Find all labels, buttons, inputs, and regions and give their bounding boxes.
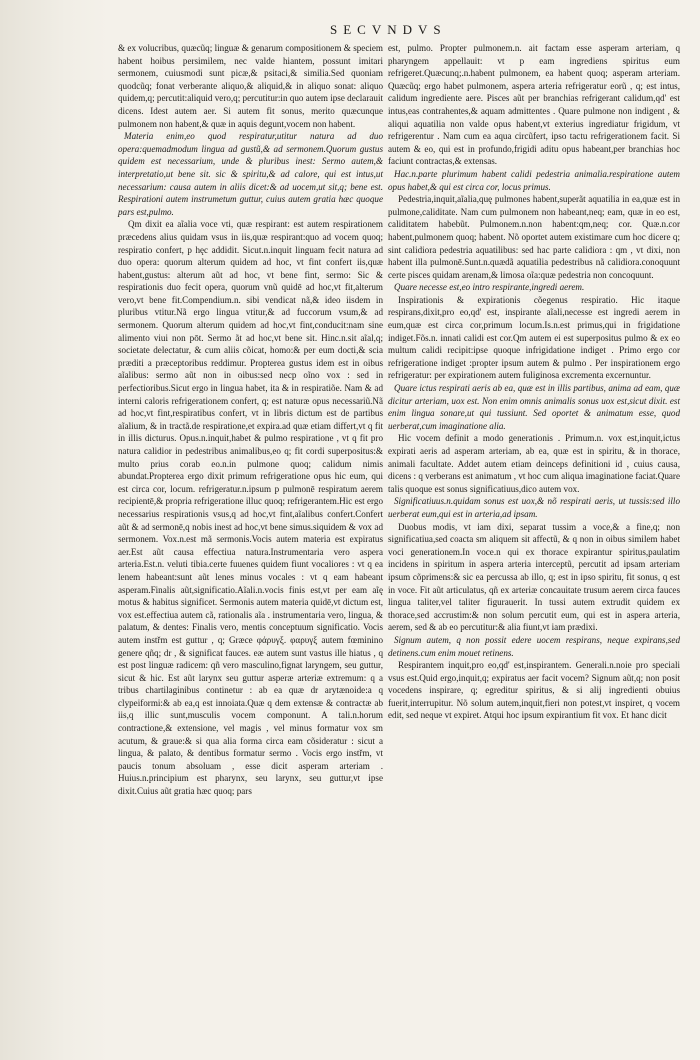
page-gutter: [0, 0, 110, 1060]
paragraph: Respirantem inquit,pro eo,qd' est,inspirantem. Generali.n.noie pro speciali vsus est.Quid ergo,inquit,q; expiratus aer facit vocem? Signum aũt,q; non posit vocedens inspirare, q; egreditur spiritus, & si alij ingredienti obuius fuerit,interrupitur. Nõ solum autem,inquit,fieri non potest,vt inspiret, q vocem edit, sed neque vt expiret. Atqui hoc ipsum expirantium fit vox. Et hanc dicit: [388, 660, 680, 721]
left-column: [118, 42, 383, 798]
paragraph: Materia enim,eo quod respiratur,utitur natura ad duo opera:quemadmodum lingua ad gustũ,& ad sermonem.Quorum gustus quidem est necessarium, unde & pluribus inest: Sermo autem,& interpretatio,ut bene sit. sic & spiritu,& ad calore, qui est intus,ut necessarium: causa autem in aliis dicet:& ad uocem,ut sit,q; bene est. Respirationi autem instrumetum guttur, cuius autem gratia hæc quoque pars est,pulmo.: [118, 131, 383, 217]
paragraph: Hic vocem definit a modo generationis . Primum.n. vox est,inquit,ictus expirati aeris ad asperam arteriam, ab ea, quæ est in spiritu, & in thorace, animali facultate. Addet autem etiam deinceps definitioni id , cuius causa, dicens : q verberans est animatum , vt hoc cum aliqua imaginatione faciat.Quare talis quoque est sonus significatiuus,dico autem vox.: [388, 433, 680, 494]
paragraph: Significatiuus.n.quidam sonus est uox,& nõ respirati aeris, ut tussis:sed illo uerberat eum,qui est in arteria,ad ipsam.: [388, 496, 680, 519]
paragraph: Quare ictus respirati aeris ab ea, quæ est in illis partibus, anima ad eam, quæ dicitur arteriam, uox est. Non enim omnis animalis sonus uox est,sicut dixit. est enim lingua sonare,ut qui tussiunt. Sed oportet & animatum esse, quod uerberat,cum imaginatione alia.: [388, 383, 680, 431]
paragraph: Duobus modis, vt iam dixi, separat tussim a voce,& a fine,q; non significatiua,sed coacta sm aliquem sit affectũ, & q non in oibus similem habet voci generationem.In voce.n qui ex thorace expirantur spiritus,paulatim incidens in spiritum in aspera arteria interceptũ, percutit ad ipsam arteriam ipsum cõprimens:& sic ea percussa ab illo, q; est in ipso spiritu, fit sonus, q est in voce. Fit aũt articulatus, qñ ex arteriæ concauitate trusum aerem circa fauces lingua taliter,vel taliter figurauerit. In tussi autem extrudit quidem ex thorace,sed accrustim:& non solum percutit eum, qui est in aspera arteria, aerem, sed & ab eo percutitur:& alia fiunt,vt iam prædixi.: [388, 521, 680, 633]
paragraph: Signum autem, q non possit edere uocem respirans, neque expirans,sed detinens.cum enim mouet retinens.: [388, 634, 680, 658]
paragraph: Pedestria,inquit,aĩalia,quę pulmones habent,superãt aquatilia in ea,quæ est in pulmone,caliditate. Nam cum pulmonem non habeant,neq; eam, quæ in eo est, caliditatem habebũt. Pulmonem.n.non habent:qm,neq; cor. Quæ.n.cor habent,pulmonem quoq; habent. Nõ oportet autem existimare cum hoc dicere q; sint calidiora pedestria aquatilibus: sed hac parte calidiora : qm , vt dixi, non habent illa pulmonē.Sunt.n.quædã aquatilia pedestribus nã calidiora.conoquunt certe pisces quidam arenam,& limosa oĩa:quæ pedestria non concoquunt.: [388, 194, 680, 280]
paragraph: est, pulmo. Propter pulmonem.n. ait factam esse asperam arteriam, q pharyngem appellauit: vt p eam ingrediens spiritus eum refrigeret.Quæcunq;.n.habent pulmonem, ea habent quoq; asperam arteriam. Quæcũq; ergo habet pulmonem, aspera arteria refrigeratur eorũ , q; est intus, calidum ingrediente aere. Pisces aũt per branchias refrigerant calidum,qd' est intus,eas contrahentes,& aquam admittentes . Quare pulmone non indigent , & aliqui aquatilia non valde opus habent,vt exterius ingrediatur frigidum, vt refrigerentur . Nam cum ea aqua circũfert, ipso tactu refrigerationem facit. Si autem & eo, qui est in profundo,frigidi aditu opus habeant,per branchias hoc faciunt contractas,& extensas.: [388, 43, 680, 167]
paragraph: & ex volucribus, quæcũq; linguæ & genarum compositionem & speciem habent hoibus persimilem, nec valde hiantem, possunt imitari sermonem, cuiusmodi sunt picæ,& psitaci,& similia.Sed quoniam quodcũq; fonat verberante aliquo,& aliquid,& in aliquo sonat: aliquo quidem,q; percutit:aliquid vero,q; percutitur:in quo autem ipse declarauit dicens. Idest autem aer. Si autem fit sonus, merito quæcunque pulmonem non habent,& quæ in aquis degunt,vocem non habent.: [118, 43, 383, 129]
paragraph: Quare necesse est,eo intro respirante,ingredi aerem.: [394, 282, 585, 293]
paragraph: Qm dixit ea aĩalia voce vti, quæ respirant: est autem respirationem præcedens alius quidam vsus in iis,quæ respirant:quo ad vocem quoq; respiratio confert, p hęc addidit. Sicut.n.inquit linguam fecit natura ad duo opera: quorum alterum quidem ad hoc, vt fint confert iis,quæ habent,gustus: alterum aũt ad hoc, vt bene fint, sermo: Sic & respirationis duo fecit opera, quorum vnũ quidē ad hoc,vt fit,alterum vero,vt bene fit.Compendium.n. sibi vendicat nã,& ideo iisdem in pluribus vtitur.Nã ergo lingua vtitur,& ad fuccorum vsum,& ad sermonem. Quorum alterum quidem ad hoc,vt fint,conducit:nam sine alimento viui non pōt. Sermo ãt ad hoc,vt bene sit. Hinc.n.sit aĩal,q; societate delectatur, & cum aliis cõicat, homo:& per eum docti,& scia præditi a præceptoribus reddimur. Propterea gustus idem est in oibus aĩalibus: sermo aũt non in oibus:sed necp oĩno vox : sed in perfectioribus.Sicut ergo in lingua habet, ita & in respiratiõe. Nam & ad interni caloris refrigerationem confert, q; est naturæ opus necessariũ.Nã ad hoc,vt fint,respiratibus confert, vt in libris dictum est de partibus aĩalium, & in tractã.de respiratione,et expira.ad quæ etiam differt,vt q fit in illis dicturus. Opus.n.inquit,habet & pulmo respiratione , vt q fit pro natura calidior in pedestribus animalibus,eo q; fit cordi superpositus:& multo prius corab eo.n.in pulmone quoq; calidum nimis abundat.Propterea ergo dixit primum refrigeratione opus hic eum, qui est circa cor, locum. refrigeratur.n.ipsum p pulmonē respiratum aerem recipientē,& propria refrigeratione illuc quoq; refrigerantem.Hic est ergo necessarius respirationis vsus,q ad hoc,vt fint,aĩalibus confert.Confert aũt & ad sermonē,q nobis inest ad hoc,vt bene simus.siquidem & vox ad sermonem. Vox.n.est mã sermonis.Vocis autem materia est expiratus aer.Est aũt causa effectiua natura.Instrumentaria vero aspera arteria.Est.n. veluti tibia.certe fuuenes quidem fiunt vocaliores : vt q ea lenem habeant:sunt aũt lenes minus vocales : vt q eam habeant asperam.Finalis aũt,significatio.Aĩali.n.vocis finis est,vt per eam aĩę motus & habitus significet. Sermonis autem materia quidē,vt dictum est, vox est.effectiua autem cã, rationalis aĩa . instrumentaria vero, lingua, & palatum, & dentes: Finalis vero, mentis conceptuum significatio. Vocis autem instřm est guttur , q; Græce φάρυγξ. φαρυγξ autem fœminino genere qñq; dr , & significat fauces. eæ autem sunt vastus ille hiatus , q est post linguæ radicem: qñ vero masculino,fignat laryngem, seu guttur, sicut & hic. Est aũt larynx seu guttur asperæ arteriæ extremum: q a tribus chartilaginibus continetur : ab ea quæ dr arytænoide:a q clypeiformi:& ab ea,q est innoiata.Quæ q dem extensæ & contractæ ab iis,q illic sunt,musculis vocem componunt. A tali.n.horum contractione,& extensione, vel magis , vel minus formatur vox sm acutum, & graue:& si qua alia forma circa eam cõsideratur : sicut a lingua, & palato, & dentibus formatur sermo . Vocis ergo instřm, vt paucis tonum absoluam , esse dicit asperam arteriam . Huius.n.principium est pharynx, seu larynx, seu guttur,vt ipse dixit.Cuius aũt gratia hæc quoq; pars: [118, 219, 383, 797]
paragraph: Hac.n.parte plurimum habent calidi pedestria animalia.respiratione autem opus habet,& qui est circa cor, locus primus.: [388, 168, 680, 192]
right-column: [388, 42, 680, 722]
running-head: SECVNDVS: [330, 22, 447, 37]
paragraph: Inspirationis & expirationis cõegenus respiratio. Hic itaque respirans,dixit,pro eo,qd' est, inspirante aĩali,necesse est ingredi aerem in eum,quæ est circa cor,primum locum.Is.n.est primus,qui in frigidatione indiget.Fõs.n. innati calidi est cor.Qm autem ei est superpositus pulmo & ex eo multum calidi recipit:ipse quoque infrigidatione indiget . Primo ergo cor refrigeratione indiget :propter ipsum autem & pulmo . Per inspirationem ergo refrigeratur: per expirationem autem fuliginosa excrementa excernuntur.: [388, 294, 680, 381]
